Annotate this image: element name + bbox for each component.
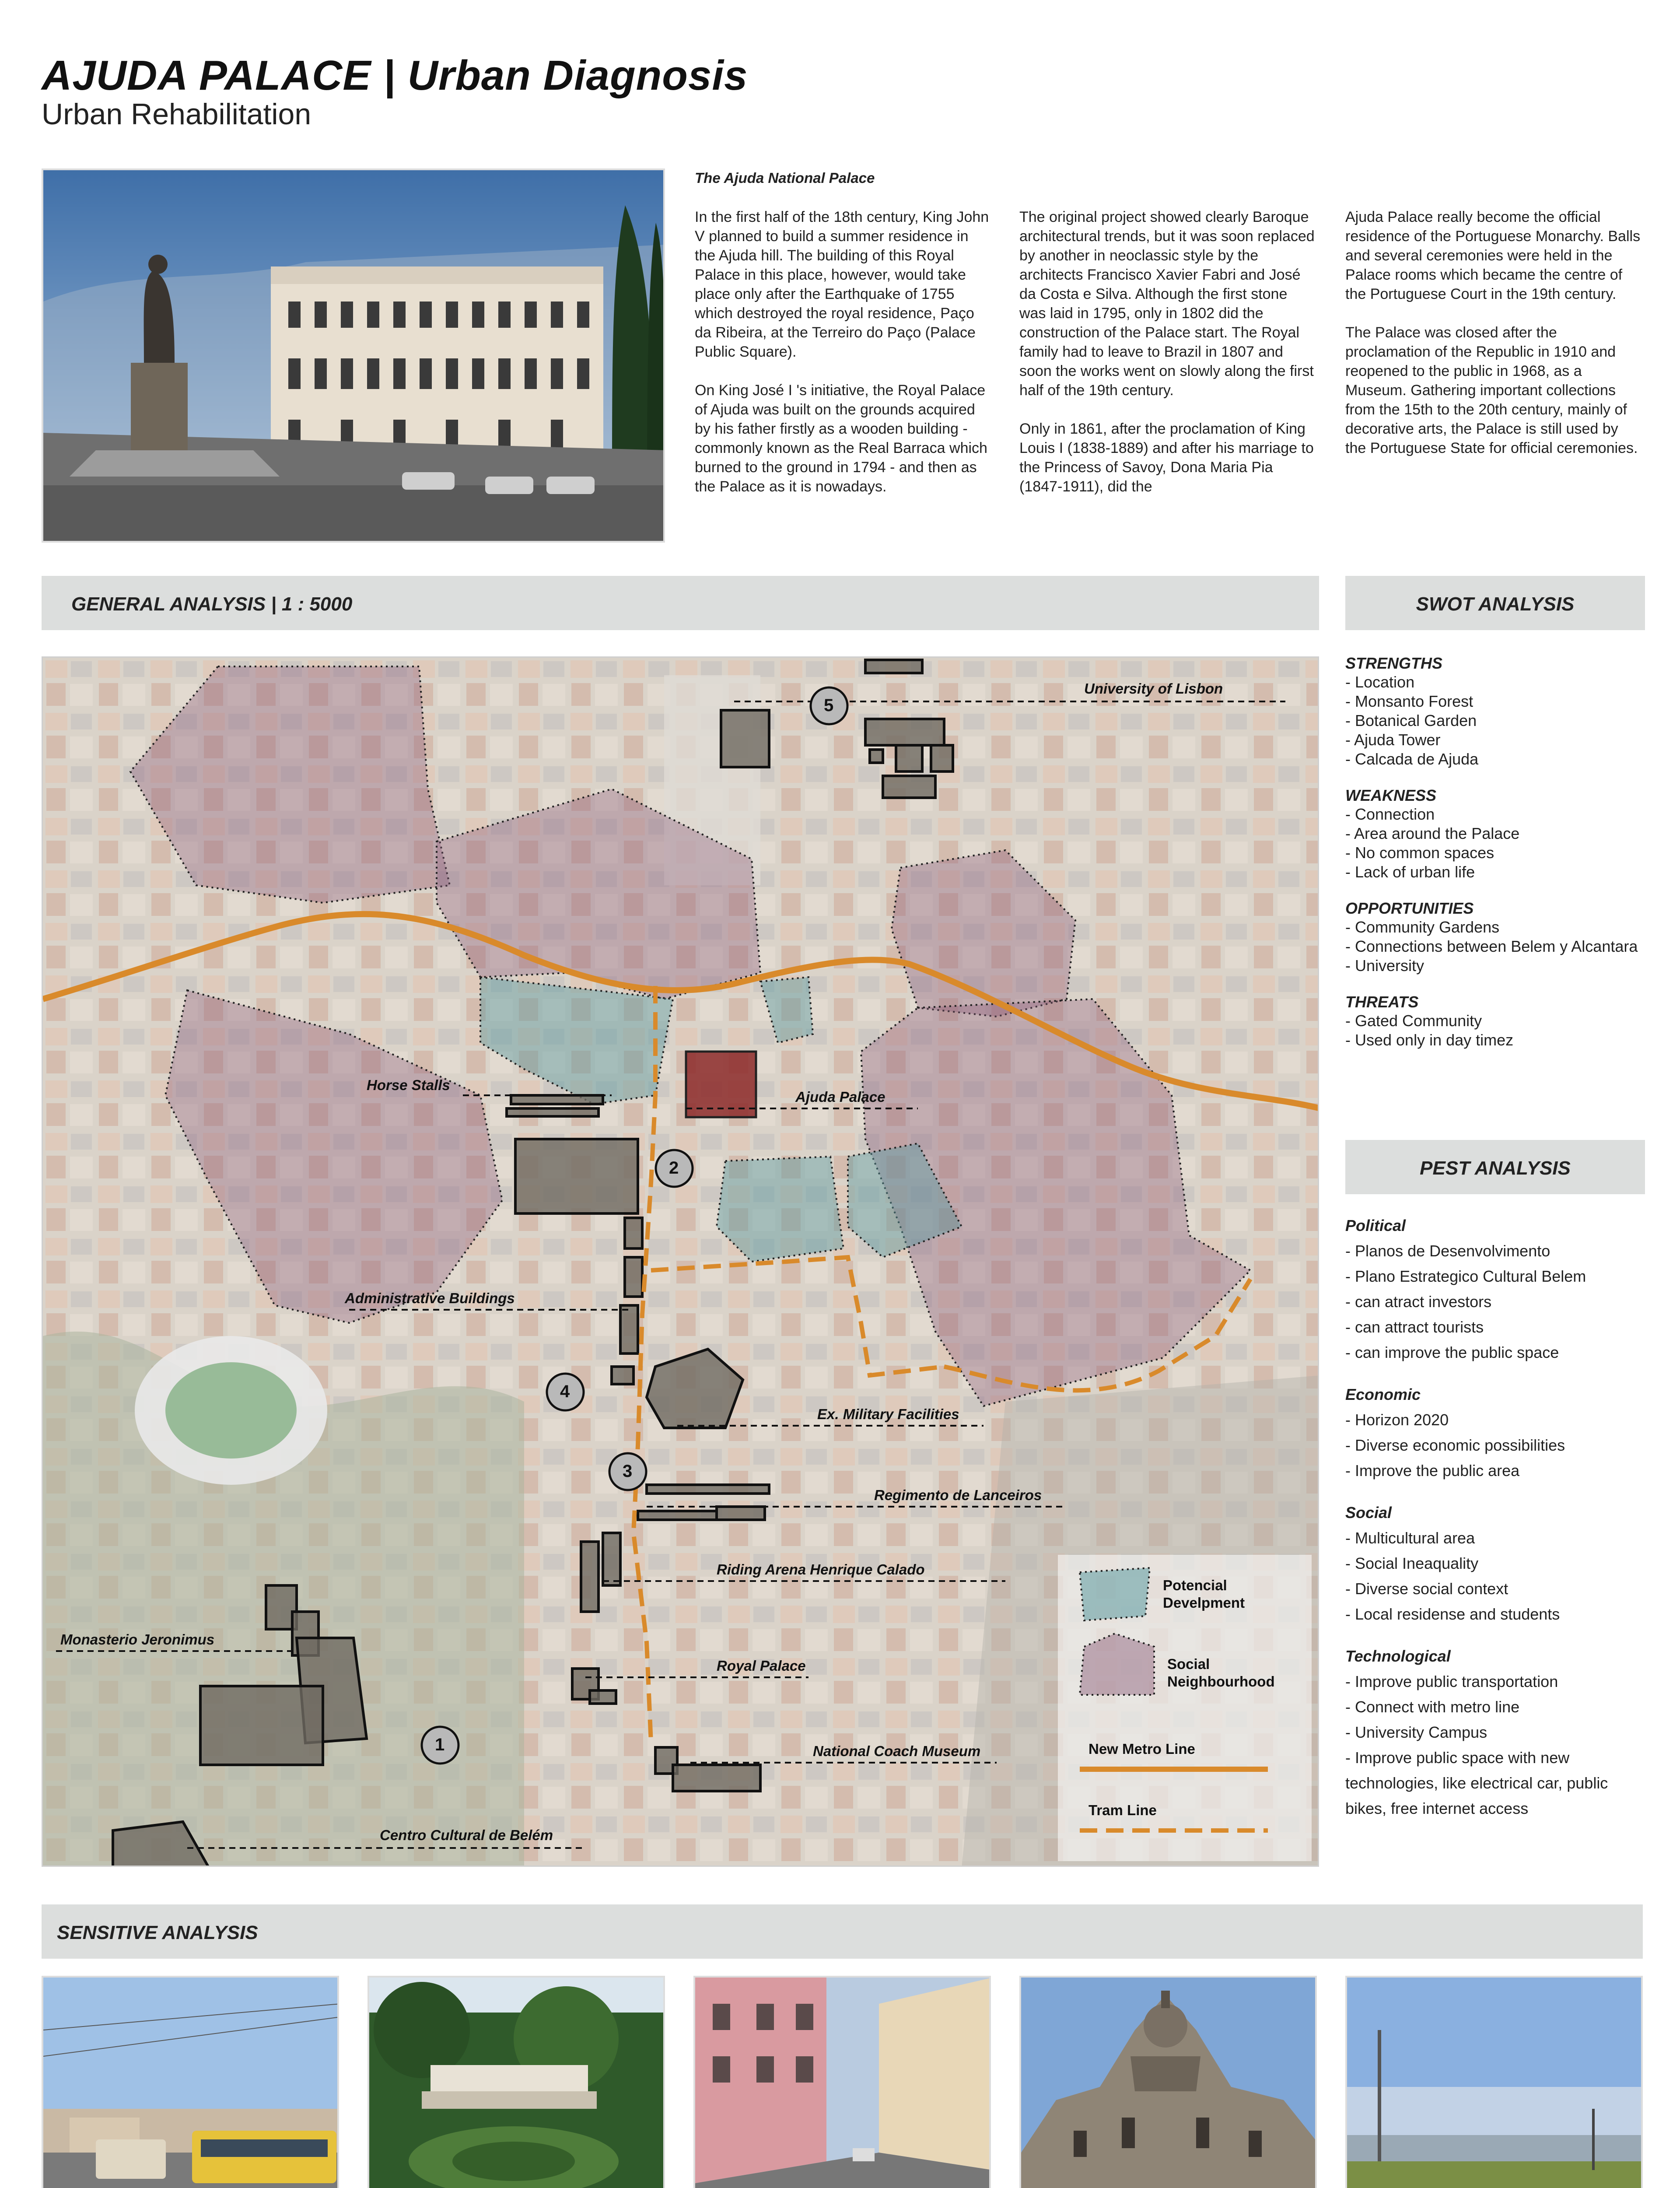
label-horse-stalls: Horse Stalls [367, 1077, 450, 1093]
pest-item: - Plano Estrategico Cultural Belem [1345, 1267, 1586, 1285]
sensitive-analysis-title: SENSITIVE ANALYSIS [57, 1922, 258, 1943]
legend-social: Social Neighbourhood [1167, 1656, 1275, 1690]
pest-social-heading: Social [1345, 1504, 1392, 1522]
legend-metro: New Metro Line [1088, 1741, 1195, 1757]
pest-item: - Horizon 2020 [1345, 1411, 1449, 1429]
swot-item: - Community Gardens [1345, 918, 1500, 936]
site-map [42, 656, 1319, 1867]
marker-5: 5 [824, 696, 834, 715]
legend-tram: Tram Line [1088, 1802, 1157, 1818]
swot-item: - University [1345, 957, 1424, 975]
swot-item: - Monsanto Forest [1345, 692, 1474, 710]
intro-column-2: The original project showed clearly Baroque architectural trends, but it was soon replaced by another in neoclassic style by the architects Francisco Xavier Fabri and José da Costa e Silva. Although the first stone was laid in 1795, only in 1802 did the construction of the Palace start. The Royal family had to leave to Brazil in 1807 and soon the works went on slowly along the first half of the 19th century. Only in 1861, after the proclamation of King Louis I (1838-1889) and after his marriage to the Princess of Savoy, Dona Maria Pia (1847-1911), did the [1019, 209, 1315, 495]
label-ajuda-palace: Ajuda Palace [795, 1089, 886, 1105]
intro-column-1: In the first half of the 18th century, King John V planned to build a summer residence in the Ajuda hill. The building of this Royal Palace in this place, however, would take place only after the Earthquake of 1755 which destroyed the royal residence, Paço da Ribeira, at the Terreiro do Paço (Palace Public Square). On King José I 's initiative, the Royal Palace of Ajuda was built on the grounds acquired by his father firstly as a wooden building - commonly known as the Real Barraca which burned to the ground in 1794 - and then as the Palace as it is nowadays. [695, 209, 989, 495]
pest-item: - can atract investors [1345, 1293, 1492, 1311]
pest-item: - Improve public transportation [1345, 1673, 1558, 1690]
pest-item: - Social Ineaquality [1345, 1554, 1479, 1572]
intro-column-3: Ajuda Palace really become the official residence of the Portuguese Monarchy. Balls and several ceremonies were held in the Palace rooms which became the centre of the Portuguese Court in the 19th century. The Palace was closed after the proclamation of the Republic in 1910 and reopened to the public in 1968, as a Museum. Gathering important collections from the 15th to the 20th century, mainly of decorative arts, the Palace is still used by the Portuguese State for official ceremonies. [1345, 209, 1641, 456]
label-royal-palace: Royal Palace [717, 1658, 806, 1674]
pest-item: - Diverse social context [1345, 1580, 1508, 1598]
pest-political-heading: Political [1345, 1217, 1406, 1234]
swot-item: - Location [1345, 673, 1415, 691]
general-analysis-bar [42, 576, 1319, 630]
page-title: AJUDA PALACE | Urban Diagnosis [42, 52, 748, 99]
pest-list [1345, 1217, 1645, 1821]
page-subtitle: Urban Rehabilitation [42, 98, 312, 131]
swot-item: - Botanical Garden [1345, 712, 1477, 729]
photo-calcada-da-ajuda [693, 1976, 991, 2188]
swot-item: - Lack of urban life [1345, 863, 1475, 881]
swot-item: - No common spaces [1345, 844, 1494, 862]
pest-item: - Planos de Desenvolvimento [1345, 1242, 1550, 1260]
swot-opportunities-heading: OPPORTUNITIES [1345, 899, 1474, 917]
map-drawing [43, 658, 1319, 1867]
pest-item: - can improve the public space [1345, 1343, 1559, 1361]
pest-bar [1345, 1140, 1645, 1194]
label-ccb: Centro Cultural de Belém [380, 1827, 553, 1843]
swot-item: - Used only in day timez [1345, 1031, 1514, 1049]
photo-botanical-garden [368, 1976, 665, 2188]
swot-item: - Area around the Palace [1345, 824, 1520, 842]
marker-2: 2 [669, 1158, 679, 1178]
swot-title: SWOT ANALYSIS [1416, 593, 1575, 615]
swot-item: - Gated Community [1345, 1012, 1482, 1030]
legend-potential: Potencial Develpment [1163, 1577, 1245, 1611]
label-riding-arena: Riding Arena Henrique Calado [717, 1561, 925, 1578]
swot-weakness-heading: WEAKNESS [1345, 786, 1437, 804]
sensitive-analysis-bar [42, 1904, 1643, 1959]
swot-strengths-heading: STRENGTHS [1345, 654, 1443, 672]
pest-item: - University Campus [1345, 1723, 1488, 1741]
swot-bar [1345, 576, 1645, 630]
photo-igreja-da-memoria [1019, 1976, 1317, 2188]
pest-item: - Improve the public area [1345, 1462, 1520, 1480]
swot-item: - Connection [1345, 805, 1435, 823]
pest-title: PEST ANALYSIS [1420, 1157, 1571, 1179]
swot-threats-heading: THREATS [1345, 993, 1419, 1011]
swot-list [1345, 654, 1645, 1050]
palace-photo [42, 168, 665, 543]
marker-3: 3 [623, 1462, 633, 1481]
label-lanceiros: Regimento de Lanceiros [874, 1487, 1042, 1503]
photo-rua-de-belem [42, 1976, 339, 2188]
label-admin-buildings: Administrative Buildings [345, 1290, 515, 1306]
pest-economic-heading: Economic [1345, 1385, 1421, 1403]
pest-item: - can attract tourists [1345, 1318, 1484, 1336]
marker-1: 1 [435, 1735, 445, 1754]
photo-university-of-lisbon [1345, 1976, 1643, 2188]
pest-item: - Connect with metro line [1345, 1698, 1520, 1716]
label-university: University of Lisbon [1084, 680, 1223, 697]
swot-item: - Connections between Belem y Alcantara [1345, 937, 1638, 955]
pest-item: - Multicultural area [1345, 1529, 1475, 1547]
marker-4: 4 [560, 1382, 570, 1401]
pest-technological-heading: Technological [1345, 1647, 1451, 1665]
label-coach-museum: National Coach Museum [813, 1743, 981, 1759]
pest-item: - Local residense and students [1345, 1605, 1560, 1623]
label-monasterio: Monasterio Jeronimus [60, 1631, 215, 1648]
swot-item: - Calcada de Ajuda [1345, 750, 1479, 768]
swot-item: - Ajuda Tower [1345, 731, 1441, 749]
label-military: Ex. Military Facilities [817, 1406, 959, 1422]
pest-item: - Diverse economic possibilities [1345, 1436, 1565, 1454]
intro-heading: The Ajuda National Palace [695, 170, 875, 186]
general-analysis-title: GENERAL ANALYSIS | 1 : 5000 [71, 593, 353, 615]
pest-item: - Improve public space with new technologies, like electrical car, public bikes, free internet access [1345, 1749, 1608, 1817]
